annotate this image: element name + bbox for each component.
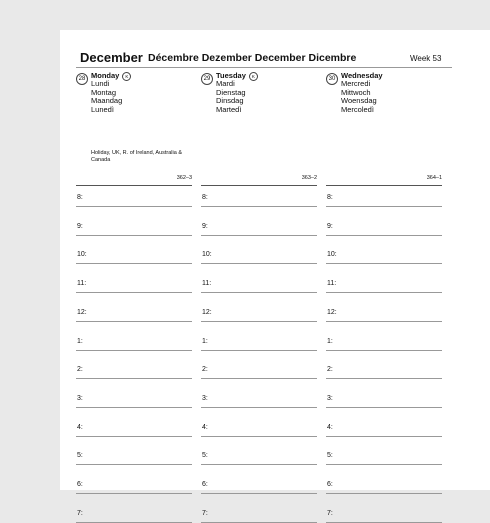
hour-label: 3: — [327, 394, 333, 402]
hour-label: 3: — [77, 394, 83, 402]
hour-label: 8: — [202, 194, 208, 201]
hour-label: 2: — [77, 366, 83, 374]
hour-slot-line[interactable] — [76, 407, 192, 408]
day-translations: Mardi Dienstag Dinsdag Martedì — [216, 79, 246, 114]
hour-label: 5: — [202, 452, 208, 460]
hour-label: 1: — [202, 337, 208, 345]
day-name: Monday K — [91, 71, 131, 81]
hour-slot-line[interactable] — [76, 350, 192, 351]
hour-slot-line[interactable] — [76, 206, 192, 207]
day-column-monday — [76, 70, 192, 517]
hour-label: 5: — [77, 452, 83, 460]
hour-slot-line[interactable] — [326, 321, 442, 322]
hour-label: 10: — [77, 251, 87, 259]
hour-label: 10: — [202, 251, 212, 259]
hour-label: 9: — [327, 222, 333, 230]
hour-slot-line[interactable] — [76, 436, 192, 437]
day-translations: Lundi Montag Maandag Lunedì — [91, 79, 123, 114]
day-count: 364–1 — [426, 175, 442, 181]
day-column-tuesday — [201, 70, 317, 517]
hour-label: 8: — [77, 194, 83, 201]
day-name: Wednesday — [341, 71, 383, 80]
hour-slot-line[interactable] — [201, 407, 317, 408]
moon-phase-icon: K — [122, 72, 131, 81]
hour-slot-line[interactable] — [326, 378, 442, 379]
day-separator — [76, 185, 192, 186]
hour-label: 12: — [202, 308, 212, 316]
week-number: Week 53 — [410, 54, 442, 63]
hour-label: 2: — [202, 366, 208, 374]
day-separator — [201, 185, 317, 186]
hour-label: 11: — [77, 280, 87, 288]
hour-slot-line[interactable] — [326, 292, 442, 293]
hour-label: 4: — [327, 423, 333, 431]
hour-label: 10: — [327, 251, 337, 259]
day-column-wednesday — [326, 70, 442, 517]
hour-label: 7: — [77, 509, 83, 517]
day-count: 362–3 — [176, 175, 192, 181]
hour-label: 6: — [77, 481, 83, 488]
hour-label: 6: — [327, 481, 333, 488]
hour-label: 1: — [77, 337, 83, 345]
hour-slot-line[interactable] — [326, 436, 442, 437]
day-name: Tuesday K — [216, 71, 258, 81]
hour-label: 2: — [327, 366, 333, 374]
hour-slot-line[interactable] — [326, 464, 442, 465]
header-rule — [76, 67, 452, 68]
day-separator — [326, 185, 442, 186]
holiday-note: Holiday, UK, R. of Ireland, Australia & Canada — [91, 150, 182, 164]
hour-slot-line[interactable] — [201, 436, 317, 437]
day-number: 30 — [326, 73, 338, 85]
hour-slot-line[interactable] — [76, 292, 192, 293]
hour-slot-line[interactable] — [76, 321, 192, 322]
day-number: 28 — [76, 73, 88, 85]
hour-label: 11: — [202, 280, 212, 288]
hour-slot-line[interactable] — [201, 321, 317, 322]
hour-slot-line[interactable] — [201, 292, 317, 293]
hour-slot-line[interactable] — [326, 206, 442, 207]
hour-slot-line[interactable] — [201, 493, 317, 494]
hour-slot-line[interactable] — [201, 378, 317, 379]
hour-label: 8: — [327, 194, 333, 201]
moon-phase-icon: K — [249, 72, 258, 81]
hour-label: 7: — [327, 509, 333, 517]
hour-label: 1: — [327, 337, 333, 345]
hour-label: 7: — [202, 509, 208, 517]
month-title: December — [80, 50, 143, 65]
hour-slot-line[interactable] — [76, 263, 192, 264]
hour-slot-line[interactable] — [326, 407, 442, 408]
day-number: 29 — [201, 73, 213, 85]
hour-slot-line[interactable] — [326, 235, 442, 236]
hour-slot-line[interactable] — [201, 263, 317, 264]
hour-label: 6: — [202, 481, 208, 488]
hour-slot-line[interactable] — [76, 378, 192, 379]
hour-slot-line[interactable] — [326, 263, 442, 264]
day-count: 363–2 — [301, 175, 317, 181]
hour-slot-line[interactable] — [76, 464, 192, 465]
hour-slot-line[interactable] — [76, 235, 192, 236]
diary-page — [60, 30, 490, 517]
hour-label: 9: — [202, 222, 208, 230]
hour-label: 5: — [327, 452, 333, 460]
hour-label: 12: — [327, 308, 337, 316]
hour-slot-line[interactable] — [201, 206, 317, 207]
hour-label: 9: — [77, 222, 83, 230]
hour-label: 3: — [202, 394, 208, 402]
month-translations: Décembre Dezember December Dicembre — [148, 52, 357, 64]
hour-slot-line[interactable] — [201, 350, 317, 351]
day-translations: Mercredi Mittwoch Woensdag Mercoledì — [341, 79, 377, 114]
hour-slot-line[interactable] — [76, 493, 192, 494]
hour-slot-line[interactable] — [326, 350, 442, 351]
hour-slot-line[interactable] — [326, 493, 442, 494]
hour-label: 12: — [77, 308, 87, 316]
hour-slot-line[interactable] — [201, 464, 317, 465]
hour-label: 11: — [327, 280, 337, 288]
hour-label: 4: — [77, 423, 83, 431]
hour-slot-line[interactable] — [201, 235, 317, 236]
hour-label: 4: — [202, 423, 208, 431]
